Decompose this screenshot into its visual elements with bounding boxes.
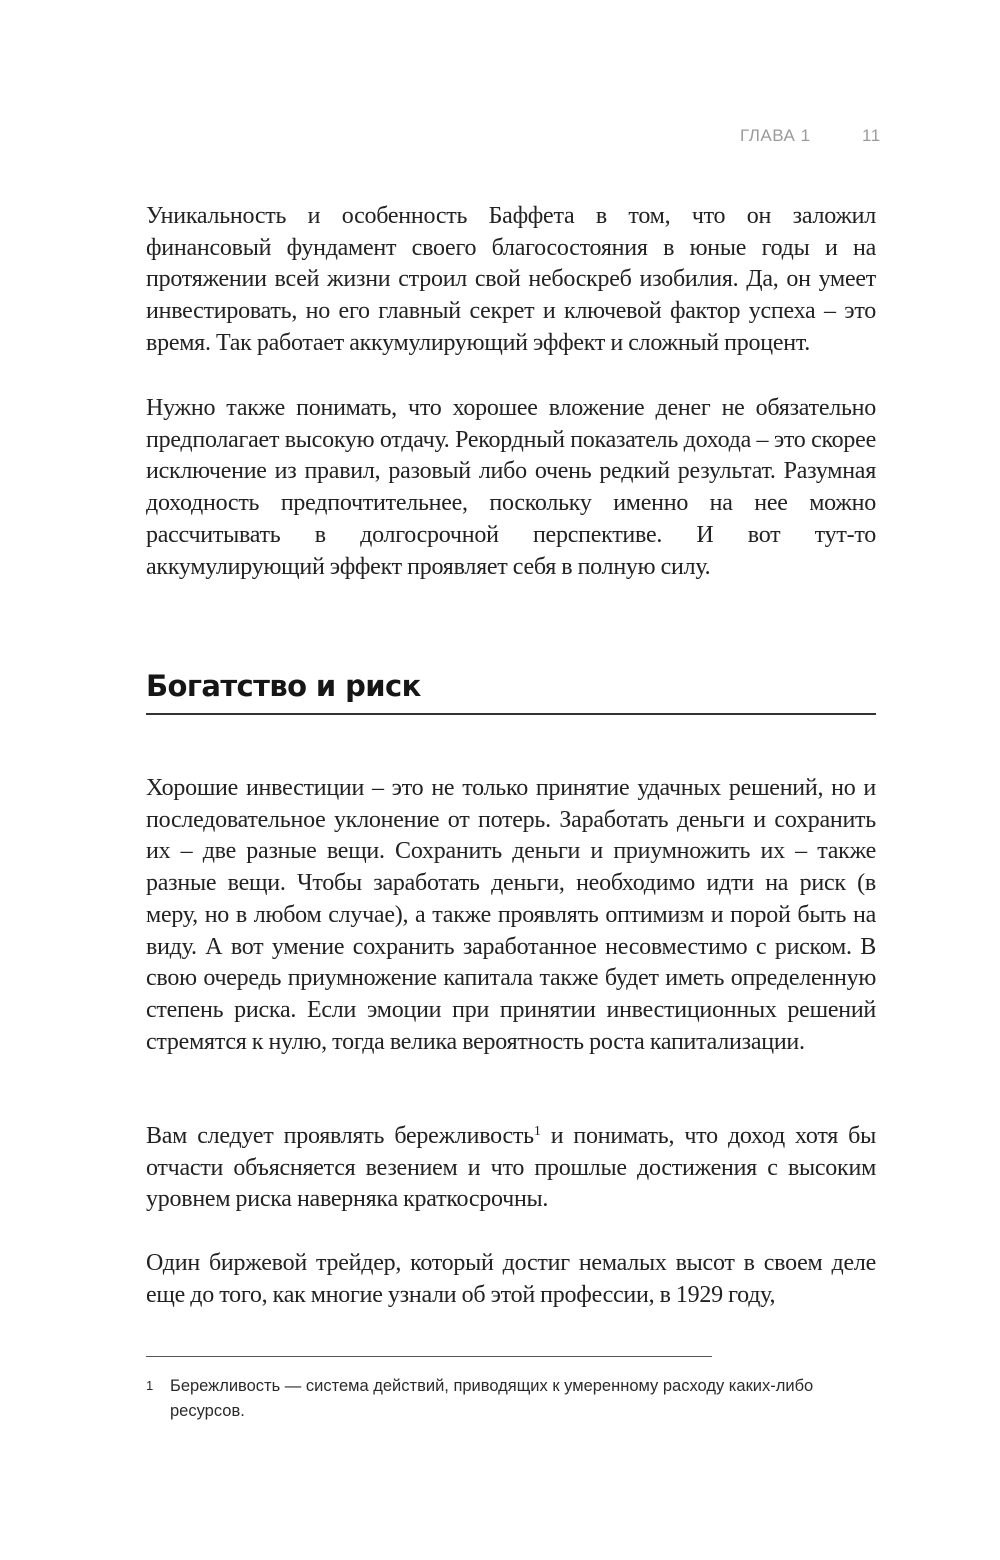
paragraph-text-after: и понимать, что доход хотя бы отчасти объясняется везением и что прошлые достижения с высоким уровнем риска наверняка краткосрочны. xyxy=(146,1123,876,1213)
footnote-text: Бережливость — система действий, приводящих к умеренному расходу каких-либо ресурсов. xyxy=(170,1377,814,1420)
paragraph: Уникальность и особенность Баффета в том, что он заложил финансовый фундамент своего благосостояния в юные годы и на протяжении всей жизни строил свой небоскреб изобилия. Да, он умеет инвестировать, но его главный секрет и ключевой фактор успеха – это время. Так работает аккумулирующий эффект и сложный процент. xyxy=(146,203,876,356)
heading-underline xyxy=(146,713,876,715)
paragraph: Нужно также понимать, что хорошее вложение денег не обязательно предполагает высокую отдачу. Рекордный показатель дохода – это скорее исключение из правил, разовый либо очень редкий результат. Разумная доходность предпочтительнее, поскольку именно на нее можно рассчитывать в долгосрочной перспективе. И вот тут-то аккумулирующий эффект проявляет себя в полную силу. xyxy=(146,395,876,580)
paragraph-text-before: Вам следует проявлять бережливость xyxy=(146,1123,534,1149)
paragraph-with-footnote-ref xyxy=(146,1121,876,1216)
footnote-reference: 1 xyxy=(533,1124,541,1139)
paragraph: Хорошие инвестиции – это не только принятие удачных решений, но и последовательное уклонение от потерь. Заработать деньги и сохранить их – две разные вещи. Сохранить деньги и приумножить их – также разные вещи. Чтобы заработать деньги, необходимо идти на риск (в меру, но в любом случае), а также проявлять оптимизм и порой быть на виду. А вот умение сохранить заработанное несовместимо с риском. В свою очередь приумножение капитала также будет иметь определенную степень риска. Если эмоции при принятии инвестиционных решений стремятся к нулю, тогда велика вероятность роста капитализации. xyxy=(146,775,876,1055)
page-number: 11 xyxy=(862,126,881,145)
footnote-marker: 1 xyxy=(146,1378,154,1393)
footnote xyxy=(146,1374,886,1424)
section-heading: Богатство и риск xyxy=(146,669,421,703)
footnote-separator xyxy=(146,1356,712,1357)
chapter-label: ГЛАВА 1 xyxy=(740,126,811,145)
paragraph: Один биржевой трейдер, который достиг немалых высот в своем деле еще до того, как многие узнали об этой профессии, в 1929 году, xyxy=(146,1250,876,1308)
running-head xyxy=(740,126,881,146)
